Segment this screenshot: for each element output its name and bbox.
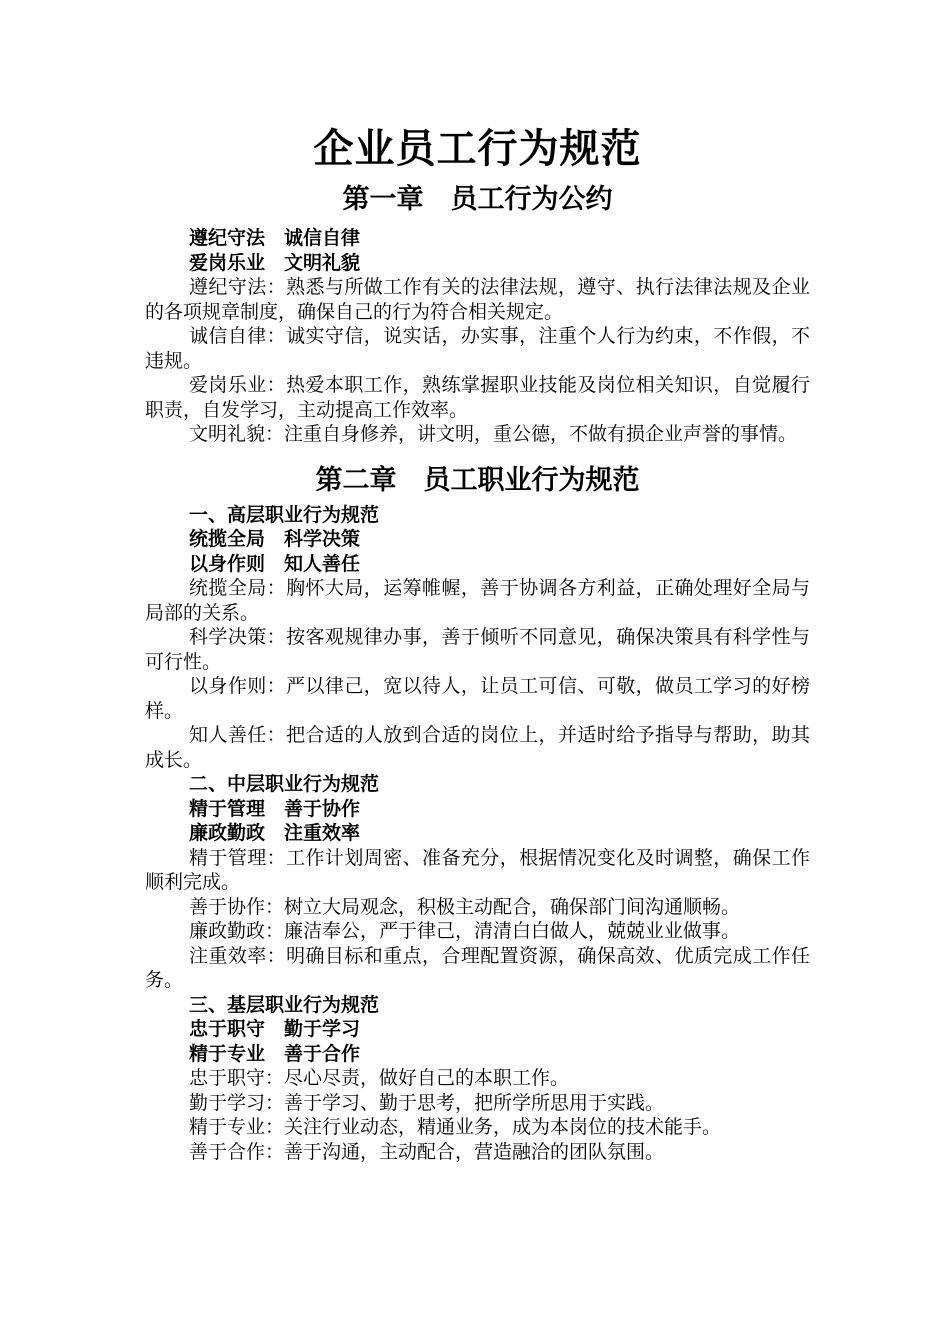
section-paragraph: 善于合作：善于沟通，主动配合，营造融洽的团队氛围。 <box>189 1140 665 1163</box>
section-paragraph: 善于协作：树立大局观念，积极主动配合，确保部门间沟通顺畅。 <box>189 895 741 918</box>
section-heading-senior: 一、高层职业行为规范 <box>189 503 380 526</box>
chapter-1-motto: 爱岗乐业 文明礼貌 <box>189 251 361 274</box>
section-paragraph: 知人善任：把合适的人放到合适的岗位上，并适时给予指导与帮助，助其成长。 <box>145 724 810 771</box>
document-title: 企业员工行为规范 <box>313 126 642 172</box>
section-paragraph: 以身作则：严以律己，宽以待人，让员工可信、可敬，做员工学习的好榜样。 <box>145 675 810 722</box>
section-heading-basic: 三、基层职业行为规范 <box>189 993 380 1016</box>
section-motto: 忠于职守 勤于学习 <box>189 1018 361 1040</box>
section-motto: 以身作则 知人善任 <box>189 552 361 575</box>
section-paragraph: 科学决策：按客观规律办事，善于倾听不同意见，确保决策具有科学性与可行性。 <box>145 626 810 673</box>
section-motto: 精于专业 善于合作 <box>189 1042 361 1065</box>
section-paragraph: 注重效率：明确目标和重点，合理配置资源，确保高效、优质完成工作任务。 <box>145 944 810 991</box>
section-paragraph: 精于管理：工作计划周密、准备充分，根据情况变化及时调整，确保工作顺利完成。 <box>145 846 810 893</box>
chapter-2-heading: 第二章 员工职业行为规范 <box>315 464 640 496</box>
section-paragraph: 勤于学习：善于学习、勤于思考，把所学所思用于实践。 <box>189 1091 665 1114</box>
section-paragraph: 精于专业：关注行业动态，精通业务，成为本岗位的技术能手。 <box>189 1116 722 1138</box>
chapter-1-motto: 遵纪守法 诚信自律 <box>189 227 361 249</box>
chapter-1-paragraph: 爱岗乐业：热爱本职工作，熟练掌握职业技能及岗位相关知识，自觉履行职责，自发学习，主动提高工作效率。 <box>145 374 810 421</box>
section-heading-middle: 二、中层职业行为规范 <box>189 773 380 795</box>
section-paragraph: 廉政勤政：廉洁奉公，严于律己，清清白白做人，兢兢业业做事。 <box>189 920 741 942</box>
section-motto: 统揽全局 科学决策 <box>189 528 361 550</box>
chapter-1-paragraph: 文明礼貌：注重自身修养，讲文明，重公德，不做有损企业声誉的事情。 <box>189 423 798 445</box>
chapter-1-heading: 第一章 员工行为公约 <box>342 184 613 215</box>
section-motto: 廉政勤政 注重效率 <box>189 822 361 844</box>
chapter-1-paragraph: 诚信自律：诚实守信，说实话，办实事，注重个人行为约束，不作假，不违规。 <box>145 325 810 372</box>
section-paragraph: 忠于职守：尽心尽责，做好自己的本职工作。 <box>189 1067 570 1089</box>
chapter-1-paragraph: 遵纪守法：熟悉与所做工作有关的法律法规，遵守、执行法律法规及企业的各项规章制度，确保自己的行为符合相关规定。 <box>145 276 810 323</box>
section-motto: 精于管理 善于协作 <box>189 797 361 820</box>
document-page <box>145 118 810 1164</box>
section-paragraph: 统揽全局：胸怀大局，运筹帷幄，善于协调各方利益，正确处理好全局与局部的关系。 <box>145 577 810 624</box>
